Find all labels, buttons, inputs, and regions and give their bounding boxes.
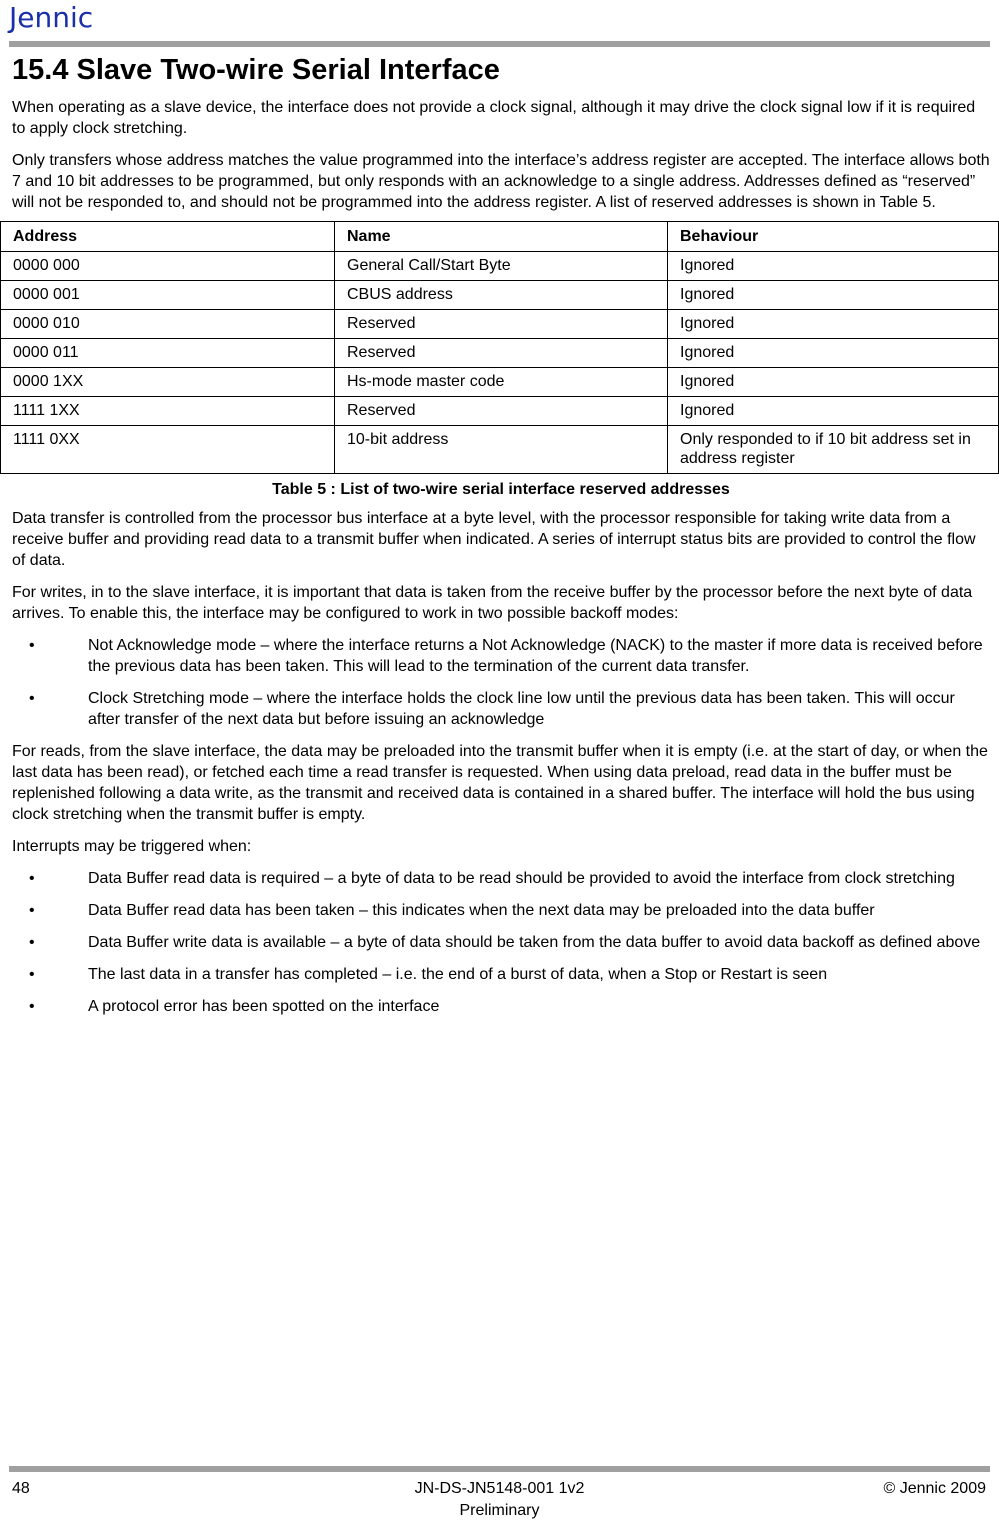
intro-paragraph-1: When operating as a slave device, the interface does not provide a clock signal, although it may drive the clock signal low if it is required to apply clock stretching. bbox=[12, 99, 976, 137]
list-item-text: Data Buffer read data has been taken – this indicates when the next data may be preloaded into the data buffer bbox=[88, 902, 875, 919]
list-item-text: Data Buffer read data is required – a byte of data to be read should be provided to avoid the interface from clock stretching bbox=[88, 870, 955, 887]
document-id: JN-DS-JN5148-001 1v2 bbox=[414, 1480, 585, 1497]
table-cell-address: 1111 1XX bbox=[1, 397, 335, 426]
section-title: 15.4 Slave Two-wire Serial Interface bbox=[12, 54, 500, 86]
bullet-icon: • bbox=[29, 966, 35, 983]
table-cell-name: 10-bit address bbox=[335, 426, 668, 474]
list-item-text: Not Acknowledge mode – where the interface returns a Not Acknowledge (NACK) to the master if more data is received before the previous data has been taken. This will lead to the termination of the current data transfer. bbox=[88, 637, 983, 675]
page-number: 48 bbox=[12, 1480, 30, 1497]
reserved-addresses-table bbox=[0, 221, 999, 474]
table-cell-behaviour: Ignored bbox=[668, 339, 999, 368]
footer-rule bbox=[9, 1466, 990, 1472]
bullet-icon: • bbox=[29, 934, 35, 951]
writes-paragraph: For writes, in to the slave interface, it is important that data is taken from the receive buffer by the processor before the next byte of data arrives. To enable this, the interface may be configured to work in two possible backoff modes: bbox=[12, 584, 973, 622]
copyright: © Jennic 2009 bbox=[883, 1480, 986, 1497]
table-row bbox=[1, 281, 999, 310]
list-item bbox=[12, 900, 990, 921]
backoff-modes-list bbox=[12, 635, 990, 730]
table-cell-name: Reserved bbox=[335, 339, 668, 368]
document-status: Preliminary bbox=[459, 1502, 540, 1519]
table-cell-behaviour: Ignored bbox=[668, 281, 999, 310]
table-cell-behaviour: Ignored bbox=[668, 252, 999, 281]
table-header-behaviour: Behaviour bbox=[668, 222, 999, 252]
list-item-text: The last data in a transfer has completed – i.e. the end of a burst of data, when a Stop or Restart is seen bbox=[88, 966, 828, 983]
bullet-icon: • bbox=[29, 902, 35, 919]
interrupts-list bbox=[12, 868, 990, 1017]
table-header-address: Address bbox=[1, 222, 335, 252]
jennic-logo: Jennic bbox=[9, 1, 94, 34]
page-content bbox=[12, 51, 990, 1017]
table-row bbox=[1, 252, 999, 281]
table-row bbox=[1, 426, 999, 474]
list-item-text: A protocol error has been spotted on the interface bbox=[88, 998, 440, 1015]
list-item-text: Data Buffer write data is available – a byte of data should be taken from the data buffer to avoid data backoff as defined above bbox=[88, 934, 981, 951]
header-rule bbox=[9, 41, 990, 47]
list-item bbox=[12, 964, 990, 985]
table-cell-name: Reserved bbox=[335, 310, 668, 339]
table-row bbox=[1, 339, 999, 368]
table-cell-name: Hs-mode master code bbox=[335, 368, 668, 397]
table-cell-name: CBUS address bbox=[335, 281, 668, 310]
table-cell-behaviour: Only responded to if 10 bit address set in address register bbox=[668, 426, 999, 474]
list-item bbox=[12, 688, 990, 730]
table-row bbox=[1, 397, 999, 426]
bullet-icon: • bbox=[29, 998, 35, 1015]
table-cell-name: General Call/Start Byte bbox=[335, 252, 668, 281]
bullet-icon: • bbox=[29, 870, 35, 887]
table-cell-address: 1111 0XX bbox=[1, 426, 335, 474]
intro-paragraph-2: Only transfers whose address matches the value programmed into the interface’s address register are accepted. The interface allows both 7 and 10 bit addresses to be programmed, but only responds with an acknowledge to a single address. Addresses defined as “reserved” will not be responded to, and should not be programmed into the address register. A list of reserved addresses is shown in Table 5. bbox=[12, 152, 990, 211]
table-header-name: Name bbox=[335, 222, 668, 252]
list-item-text: Clock Stretching mode – where the interface holds the clock line low until the previous data has been taken. This will occur after transfer of the next data but before issuing an acknowledge bbox=[88, 690, 955, 728]
list-item bbox=[12, 932, 990, 953]
table-cell-behaviour: Ignored bbox=[668, 368, 999, 397]
table-caption: Table 5 : List of two-wire serial interface reserved addresses bbox=[272, 481, 730, 498]
bullet-icon: • bbox=[29, 690, 35, 707]
table-cell-address: 0000 000 bbox=[1, 252, 335, 281]
list-item bbox=[12, 635, 990, 677]
table-row bbox=[1, 310, 999, 339]
table-header-row bbox=[1, 222, 999, 252]
table-row bbox=[1, 368, 999, 397]
table-cell-behaviour: Ignored bbox=[668, 310, 999, 339]
table-cell-address: 0000 011 bbox=[1, 339, 335, 368]
table-cell-address: 0000 010 bbox=[1, 310, 335, 339]
table-cell-address: 0000 001 bbox=[1, 281, 335, 310]
table-cell-name: Reserved bbox=[335, 397, 668, 426]
interrupts-paragraph: Interrupts may be triggered when: bbox=[12, 838, 252, 855]
table-cell-address: 0000 1XX bbox=[1, 368, 335, 397]
transfer-paragraph: Data transfer is controlled from the processor bus interface at a byte level, with the processor responsible for taking write data from a receive buffer and providing read data to a transmit buffer when indicated. A series of interrupt status bits are provided to control the flow of data. bbox=[12, 510, 976, 569]
reads-paragraph: For reads, from the slave interface, the data may be preloaded into the transmit buffer when it is empty (i.e. at the start of day, or when the last data has been read), or fetched each time a read transfer is requested. When using data preload, read data in the buffer must be replenished following a data write, as the transmit and received data is contained in a shared buffer. The interface will hold the bus using clock stretching when the transmit buffer is empty. bbox=[12, 743, 988, 823]
list-item bbox=[12, 996, 990, 1017]
table-cell-behaviour: Ignored bbox=[668, 397, 999, 426]
bullet-icon: • bbox=[29, 637, 35, 654]
list-item bbox=[12, 868, 990, 889]
